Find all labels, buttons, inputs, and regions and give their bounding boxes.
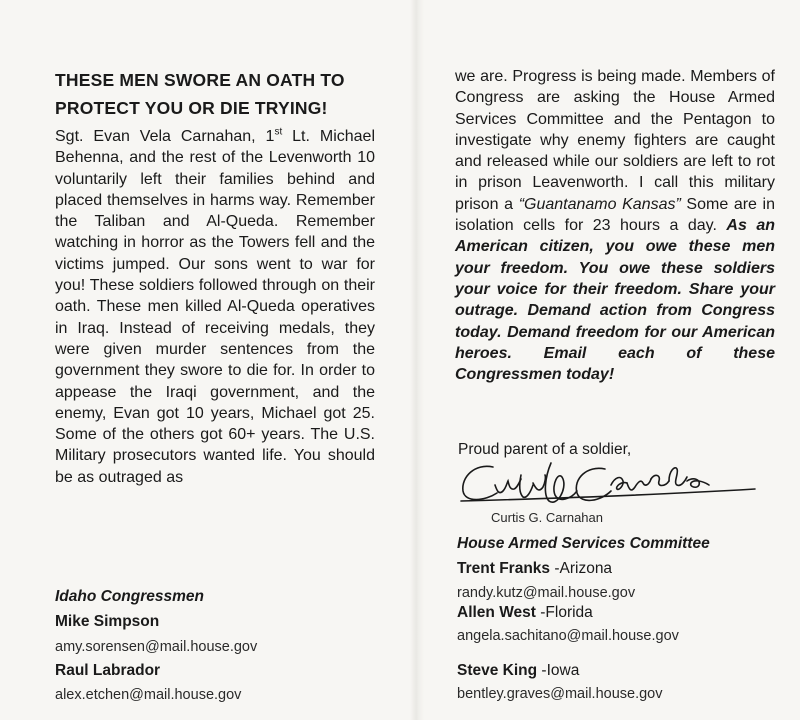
contact-name-mike-simpson: Mike Simpson bbox=[55, 613, 160, 630]
body-plain-2: Some are in isolation cells for 23 hours a day. bbox=[455, 195, 776, 235]
body-rest: Lt. Michael Behenna, and the rest of the Levenworth 10 voluntarily left their families behind and placed themselves in harms way. Remember the Taliban and Al-Queda. Remember watching in horror as the Towers fell and the victims jumped. Our sons went to war for you! These soldiers followed through on their oath. These men killed Al-Queda operatives in Iraq. Instead of receiving medals, they were given murder sentences from the government they swore to die for. In order to appease the Iraqi government, and the enemy, Evan got 10 years, Michael got 25. Some of the others got 60+ years. The U.S. Military prosecutors wanted life. You should be as outraged as bbox=[55, 128, 376, 486]
body-plain: we are. Progress is being made. Members of Congress are asking the House Armed Services Committee and the Pentagon to investigate why enemy fighters are caught and released while our soldiers are left to rot in prison Leavenworth. I call this military prison a bbox=[455, 68, 775, 213]
left-body-text bbox=[55, 126, 375, 488]
contact-email-trent-franks[interactable]: randy.kutz@mail.house.gov bbox=[457, 585, 636, 601]
allen-west-name: Allen West bbox=[457, 604, 536, 621]
body-start: Sgt. Evan Vela Carnahan, 1 bbox=[55, 128, 275, 145]
contact-name-trent-franks bbox=[457, 560, 612, 578]
contact-email-steve-king[interactable]: bentley.graves@mail.house.gov bbox=[457, 686, 663, 702]
right-body-text bbox=[455, 66, 775, 385]
contact-email-mike-simpson[interactable]: amy.sorensen@mail.house.gov bbox=[55, 639, 258, 655]
call-to-action: As an American citizen, you owe these men your freedom. You owe these soldiers your voice for their freedom. Share your outrage. Demand action from Congress today. Demand freedom for our American heroes. Email each of these Congressmen today! bbox=[455, 217, 775, 384]
ordinal-suffix: st bbox=[274, 126, 283, 138]
steve-king-name: Steve King bbox=[457, 662, 538, 679]
allen-west-state: -Florida bbox=[535, 604, 593, 621]
trent-franks-name: Trent Franks bbox=[457, 560, 551, 577]
contact-name-allen-west bbox=[457, 604, 593, 622]
contact-name-raul-labrador: Raul Labrador bbox=[55, 662, 161, 679]
contact-name-steve-king bbox=[457, 662, 579, 680]
contact-email-allen-west[interactable]: angela.sachitano@mail.house.gov bbox=[457, 628, 679, 644]
headline bbox=[55, 66, 385, 122]
headline-line-1: THESE MEN SWORE AN OATH TO bbox=[55, 70, 345, 90]
headline-line-2: PROTECT YOU OR DIE TRYING! bbox=[55, 98, 328, 118]
idaho-section-title: Idaho Congressmen bbox=[55, 588, 204, 605]
signature-image bbox=[455, 455, 775, 515]
steve-king-state: -Iowa bbox=[537, 662, 580, 679]
signature-caption: Curtis G. Carnahan bbox=[491, 510, 603, 525]
page-fold bbox=[410, 0, 424, 720]
guantanamo-kansas-quote: “Guantanamo Kansas” bbox=[518, 195, 681, 213]
hasc-section-title: House Armed Services Committee bbox=[457, 535, 710, 552]
closing-line: Proud parent of a soldier, bbox=[458, 441, 632, 458]
trent-franks-state: -Arizona bbox=[550, 560, 613, 577]
contact-email-raul-labrador[interactable]: alex.etchen@mail.house.gov bbox=[55, 687, 242, 703]
